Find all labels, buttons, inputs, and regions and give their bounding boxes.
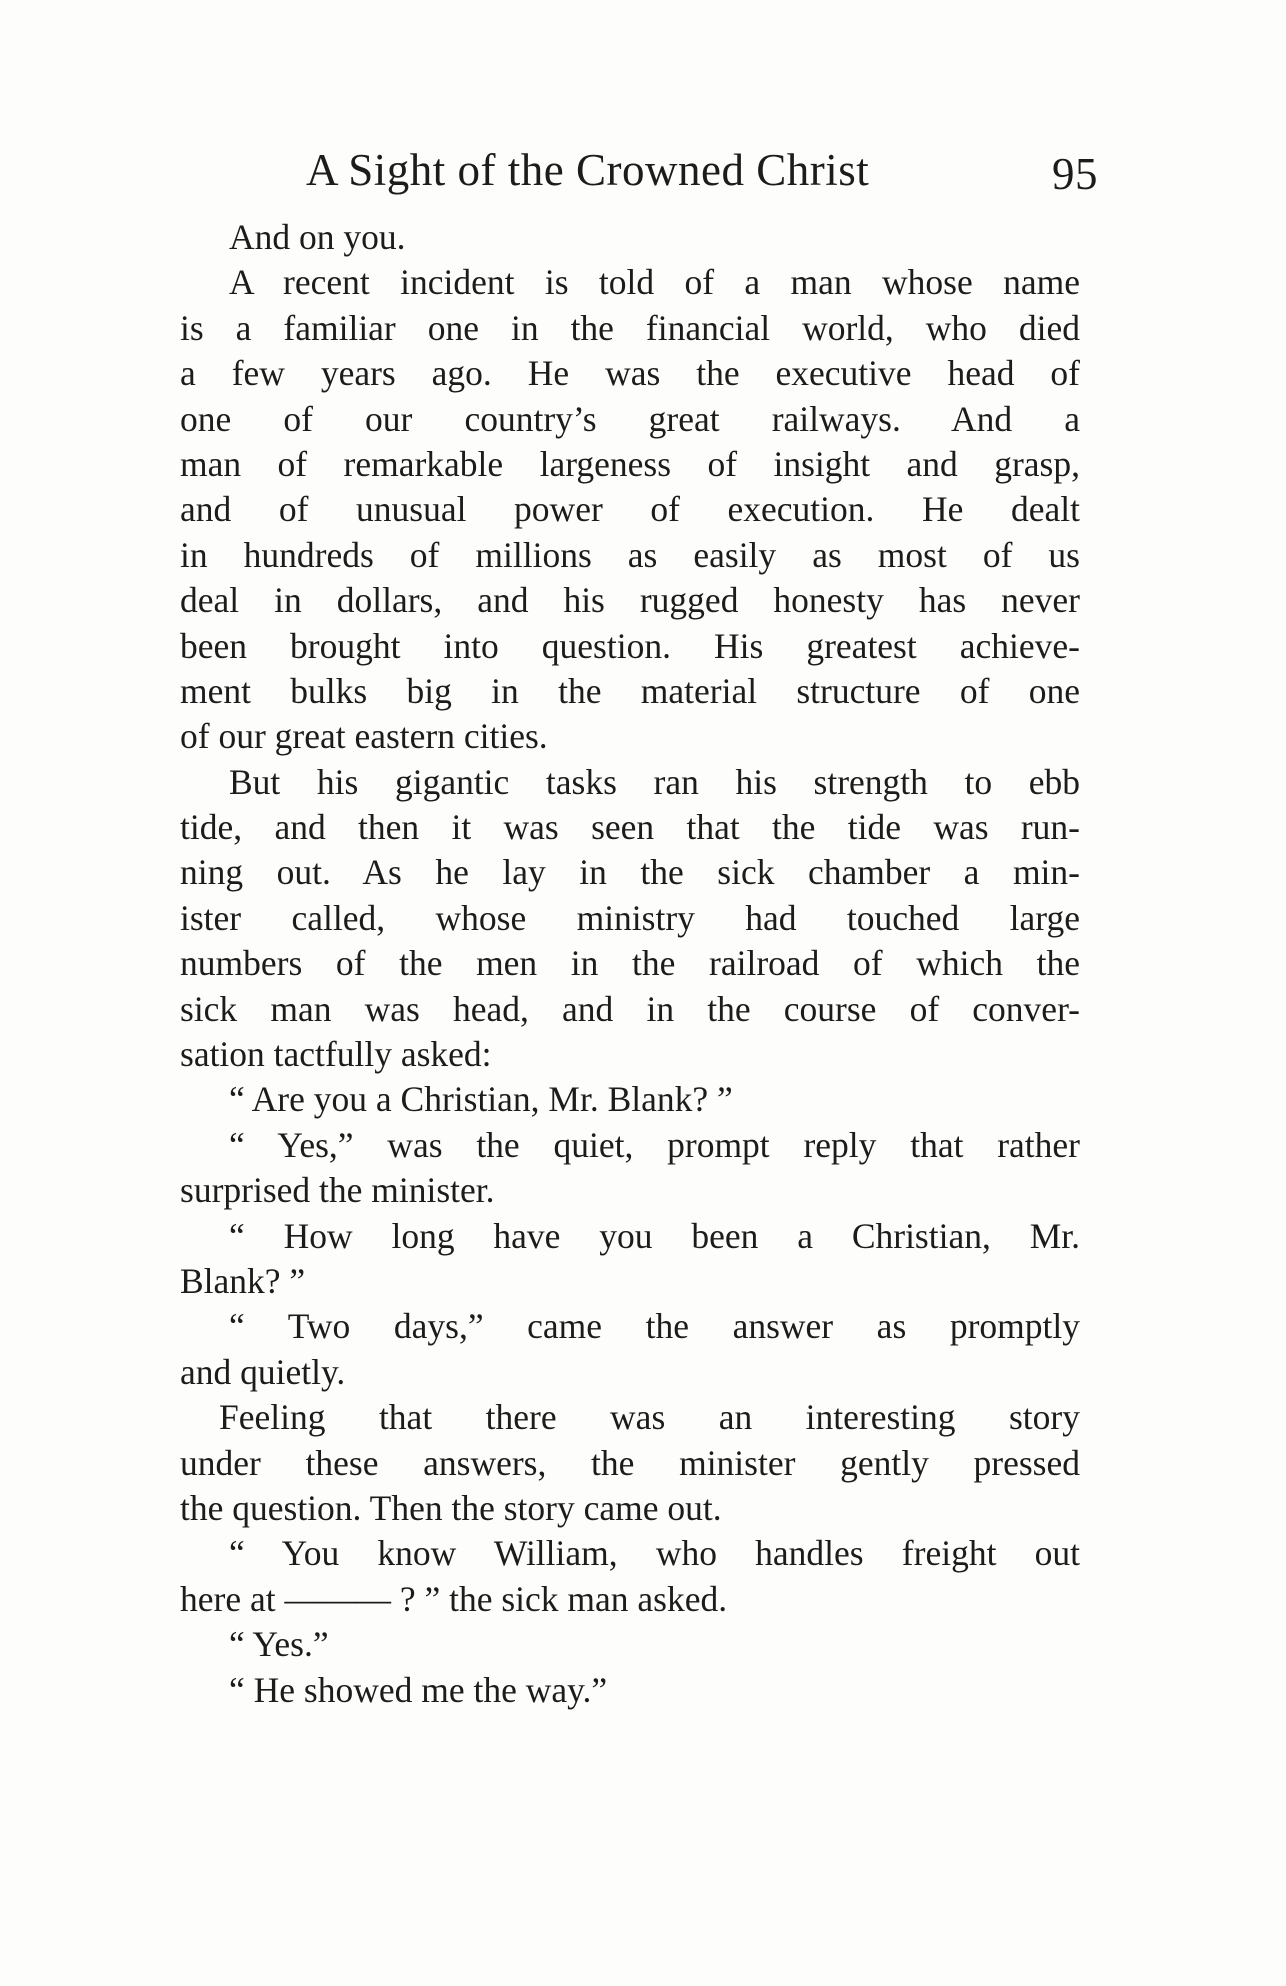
text-line: and quietly. bbox=[180, 1351, 346, 1392]
text-line: A recent incident is told of a man whose name bbox=[229, 262, 1080, 303]
page-number: 95 bbox=[1052, 149, 1098, 199]
text-line: ister called, whose ministry had touched large bbox=[180, 897, 1080, 938]
text-line: the question. Then the story came out. bbox=[180, 1487, 722, 1528]
text-line: tide, and then it was seen that the tide was run- bbox=[180, 807, 1080, 848]
text-line: man of remarkable largeness of insight and grasp, bbox=[180, 443, 1080, 484]
text-line: But his gigantic tasks ran his strength to ebb bbox=[229, 761, 1080, 802]
text-line: ment bulks big in the material structure of one bbox=[180, 670, 1080, 711]
text-line: “ He showed me the way.” bbox=[229, 1669, 608, 1710]
text-line: of our great eastern cities. bbox=[180, 716, 548, 757]
text-line: “ Yes,” was the quiet, prompt reply that rather bbox=[229, 1124, 1080, 1165]
text-line: been brought into question. His greatest achieve- bbox=[180, 625, 1080, 666]
text-line: “ You know William, who handles freight out bbox=[229, 1533, 1080, 1574]
text-line: under these answers, the minister gently pressed bbox=[180, 1442, 1080, 1483]
text-line: ning out. As he lay in the sick chamber a min- bbox=[180, 852, 1080, 893]
text-line: numbers of the men in the railroad of which the bbox=[180, 943, 1080, 984]
text-line: one of our country’s great railways. And a bbox=[180, 398, 1080, 439]
text-line: “ Two days,” came the answer as promptly bbox=[229, 1306, 1080, 1347]
text-line: “ Are you a Christian, Mr. Blank? ” bbox=[229, 1079, 733, 1120]
text-line: here at ——— ? ” the sick man asked. bbox=[180, 1578, 728, 1619]
body-text bbox=[180, 215, 1080, 1713]
text-line: “ Yes.” bbox=[229, 1624, 329, 1665]
text-line: a few years ago. He was the executive head of bbox=[180, 353, 1080, 394]
running-title: A Sight of the Crowned Christ bbox=[306, 145, 870, 195]
text-line: And on you. bbox=[229, 217, 406, 257]
text-line: deal in dollars, and his rugged honesty has never bbox=[180, 580, 1080, 621]
text-line: is a familiar one in the financial world, who died bbox=[180, 307, 1080, 348]
text-line: in hundreds of millions as easily as most of us bbox=[180, 534, 1080, 575]
text-line: Blank? ” bbox=[180, 1260, 306, 1301]
text-line: “ How long have you been a Christian, Mr. bbox=[229, 1215, 1080, 1256]
text-line: and of unusual power of execution. He dealt bbox=[180, 489, 1080, 530]
text-line: sick man was head, and in the course of conver- bbox=[180, 988, 1080, 1029]
running-head bbox=[306, 140, 1098, 200]
text-line: surprised the minister. bbox=[180, 1170, 495, 1211]
text-line: Feeling that there was an interesting story bbox=[219, 1397, 1080, 1438]
text-line: sation tactfully asked: bbox=[180, 1034, 492, 1075]
